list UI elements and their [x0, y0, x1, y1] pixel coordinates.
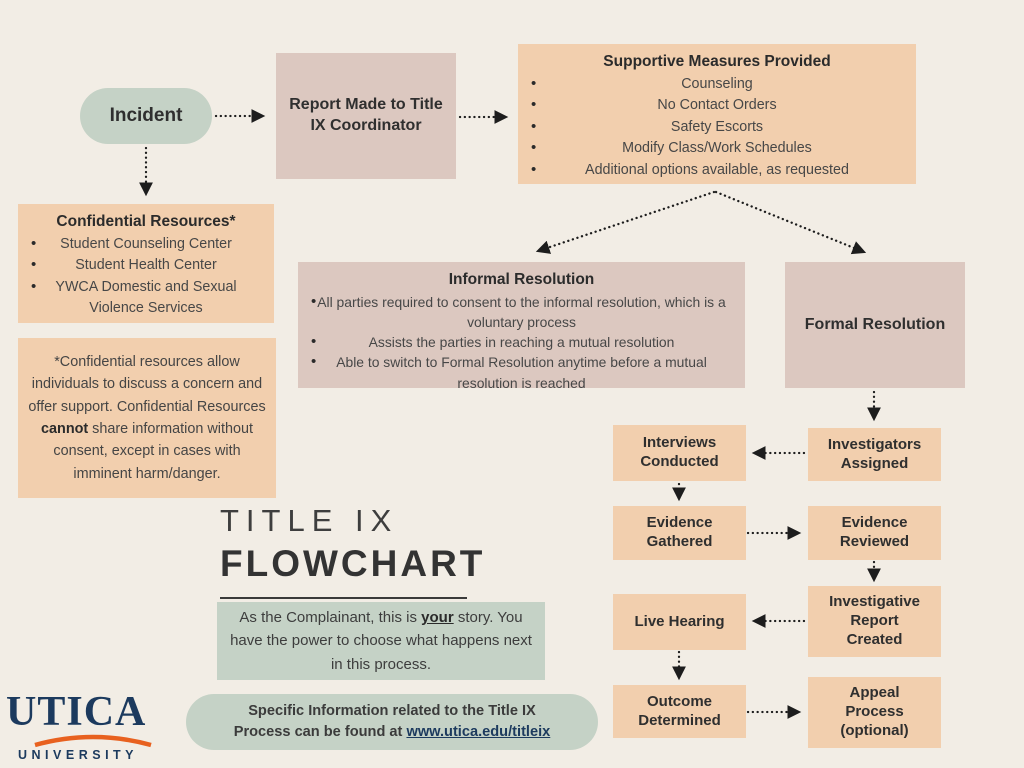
node-evidence-reviewed	[808, 506, 941, 560]
node-investigators-label: Investigators Assigned	[827, 435, 922, 472]
bullet-item	[518, 138, 916, 159]
bullet-text: Student Counseling Center	[60, 236, 232, 252]
bullet-item	[18, 255, 274, 276]
node-informal-resolution	[298, 262, 745, 391]
informal-title: Informal Resolution	[448, 271, 595, 288]
bullet-text: Additional options available, as requested	[585, 161, 849, 178]
node-incident	[80, 88, 212, 144]
bullet-text: All parties required to consent to the informal resolution, which is a voluntary process	[317, 294, 726, 331]
node-outcome-determined	[613, 685, 746, 738]
logo-arc-icon	[32, 734, 154, 748]
complainant-note-emphasis: your	[421, 609, 454, 627]
page-title-line2: FLOWCHART	[220, 543, 486, 584]
bullet-item	[518, 160, 916, 181]
node-investigative-report-created	[808, 586, 941, 657]
bullet-icon: •	[531, 160, 537, 178]
node-outcome-label: Outcome Determined	[638, 692, 721, 729]
confidential-note	[18, 338, 276, 498]
confidential-title: Confidential Resources*	[56, 213, 236, 230]
bullet-icon: •	[311, 333, 317, 351]
utica-university-logo	[6, 690, 176, 762]
bullet-icon: •	[31, 277, 37, 295]
bullet-item	[18, 234, 274, 255]
bullet-item	[18, 277, 274, 320]
node-live-hearing-label: Live Hearing	[634, 612, 725, 630]
logo-wordmark: UTICA	[6, 689, 147, 735]
confidential-note-bold: cannot	[41, 421, 89, 437]
bullet-icon: •	[31, 256, 37, 274]
complainant-note	[217, 602, 545, 680]
arrow-supportive-to-formal	[716, 192, 864, 252]
confidential-note-text	[28, 351, 266, 485]
bullet-text: No Contact Orders	[657, 97, 777, 114]
page-title-line1: TITLE IX	[220, 503, 399, 538]
footer-info-pill	[186, 694, 598, 750]
node-formal-resolution	[785, 262, 965, 388]
node-formal-resolution-label: Formal Resolution	[804, 316, 946, 333]
confidential-note-post: share information without consent, except in cases with imminent harm/danger.	[53, 421, 253, 482]
bullet-item	[298, 292, 745, 332]
bullet-text: Safety Escorts	[670, 118, 764, 135]
bullet-icon: •	[311, 353, 317, 371]
arrow-supportive-to-informal	[538, 192, 714, 251]
node-interviews-conducted	[613, 425, 746, 481]
bullet-text: Modify Class/Work Schedules	[622, 140, 812, 157]
titleix-link[interactable]: www.utica.edu/titleix	[406, 724, 551, 740]
node-evidence-gathered-label: Evidence Gathered	[646, 514, 713, 550]
bullet-item	[518, 117, 916, 138]
bullet-icon: •	[311, 293, 317, 310]
node-appeal-label: Appeal Process (optional)	[840, 684, 909, 739]
complainant-note-pre: As the Complainant, this is	[239, 609, 422, 627]
bullet-text: Counseling	[681, 76, 753, 92]
bullet-icon: •	[531, 117, 537, 135]
bullet-item	[518, 95, 916, 116]
supportive-bullets	[518, 74, 916, 181]
node-interviews-label: Interviews Conducted	[640, 434, 719, 470]
bullet-icon: •	[531, 139, 537, 157]
bullet-text: YWCA Domestic and Sexual Violence Services	[55, 278, 237, 317]
node-report-made	[276, 53, 456, 179]
node-report-made-label: Report Made to Title IX Coordinator	[289, 96, 443, 134]
bullet-item	[518, 74, 916, 95]
node-appeal-process	[808, 677, 941, 748]
footer-line2	[234, 722, 551, 743]
complainant-note-post: story. You have the power to choose what happens next in this process.	[230, 609, 532, 673]
bullet-item	[298, 332, 745, 352]
logo-subtitle: UNIVERSITY	[18, 748, 139, 763]
node-evidence-gathered	[613, 506, 746, 560]
node-live-hearing	[613, 594, 746, 650]
bullet-item	[298, 352, 745, 392]
bullet-icon: •	[531, 96, 537, 114]
bullet-icon: •	[531, 75, 537, 92]
page-title	[220, 503, 485, 599]
bullet-icon: •	[31, 235, 37, 252]
bullet-text: Able to switch to Formal Resolution anytime before a mutual resolution is reached	[336, 354, 707, 391]
bullet-text: Student Health Center	[75, 257, 217, 274]
confidential-bullets	[18, 234, 274, 320]
node-investigators-assigned	[808, 428, 941, 481]
supportive-title: Supportive Measures Provided	[603, 53, 831, 70]
confidential-note-pre: *Confidential resources allow individuals to discuss a concern and offer support. Confidential Resources	[28, 354, 266, 415]
complainant-note-text	[229, 606, 533, 676]
bullet-text: Assists the parties in reaching a mutual resolution	[368, 334, 675, 351]
informal-bullets	[298, 292, 745, 393]
node-evidence-reviewed-label: Evidence Reviewed	[839, 514, 910, 550]
node-confidential-resources	[18, 204, 274, 323]
title-underline	[220, 597, 467, 599]
footer-line1: Specific Information related to the Title IX	[248, 702, 536, 719]
node-report-created-label: Investigative Report Created	[829, 593, 920, 648]
footer-line2-pre: Process can be found at	[233, 724, 407, 740]
node-incident-label: Incident	[109, 105, 183, 126]
node-supportive-measures	[518, 44, 916, 184]
